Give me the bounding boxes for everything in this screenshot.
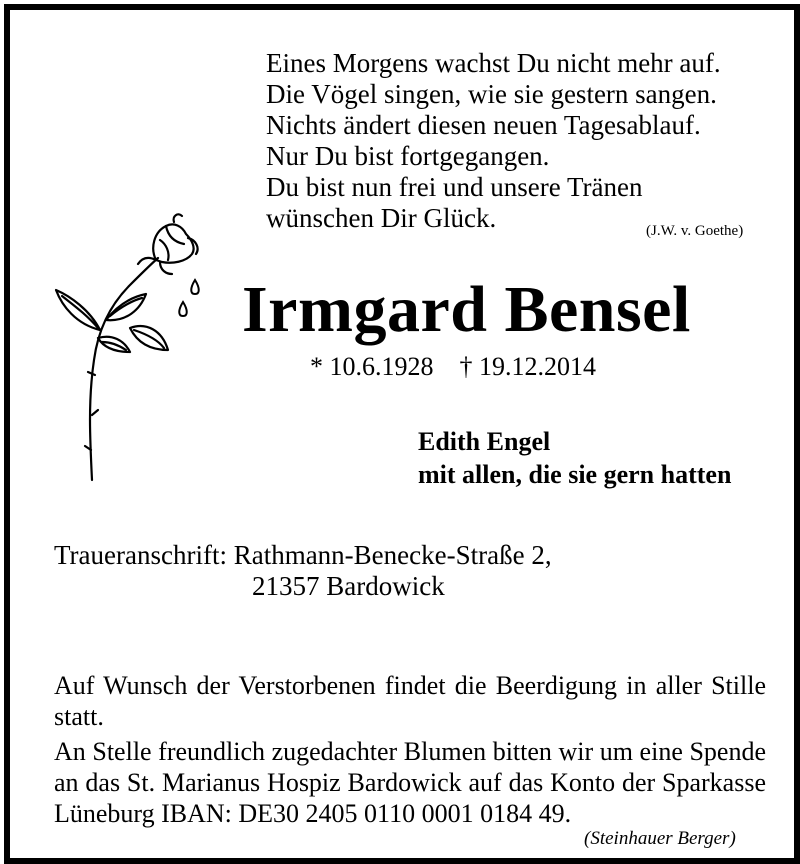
poem-attribution: (J.W. v. Goethe) bbox=[646, 223, 744, 239]
mourners bbox=[418, 425, 731, 491]
poem-line: Eines Morgens wachst Du nicht mehr auf. bbox=[266, 48, 721, 78]
deceased-name: Irmgard Bensel bbox=[242, 273, 691, 346]
burial-notice: Auf Wunsch der Verstorbenen findet die Beerdigung in aller Stille statt. bbox=[54, 671, 766, 731]
mourning-address bbox=[54, 540, 552, 602]
address-street: Traueranschrift: Rathmann-Benecke-Straße 2, bbox=[54, 540, 552, 570]
mourner-name: Edith Engel bbox=[418, 427, 551, 456]
birth-date: * 10.6.1928 bbox=[310, 352, 434, 381]
poem-line: Du bist nun frei und unsere Tränen bbox=[266, 172, 643, 202]
address-city: 21357 Bardowick bbox=[252, 571, 445, 601]
obituary-frame bbox=[4, 4, 800, 864]
death-date: † 19.12.2014 bbox=[459, 352, 596, 381]
poem-line: Nur Du bist fortgegangen. bbox=[266, 141, 550, 171]
mourner-group: mit allen, die sie gern hatten bbox=[418, 460, 732, 489]
rose-with-tears-icon bbox=[50, 210, 210, 485]
funeral-home-signature: (Steinhauer Berger) bbox=[584, 828, 736, 849]
funeral-notice bbox=[54, 670, 766, 829]
life-dates bbox=[310, 352, 596, 382]
poem-line: wünschen Dir Glück. bbox=[266, 203, 497, 233]
donation-notice: An Stelle freundlich zugedachter Blumen bitten wir um eine Spende an das St. Marianus Hospiz Bardowick auf das Konto der Sparkasse Lüneburg IBAN: DE30 2405 0110 0001 0184 49. bbox=[54, 737, 766, 828]
poem-line: Die Vögel singen, wie sie gestern sangen. bbox=[266, 79, 717, 109]
poem-line: Nichts ändert diesen neuen Tagesablauf. bbox=[266, 110, 701, 140]
poem bbox=[266, 48, 786, 234]
